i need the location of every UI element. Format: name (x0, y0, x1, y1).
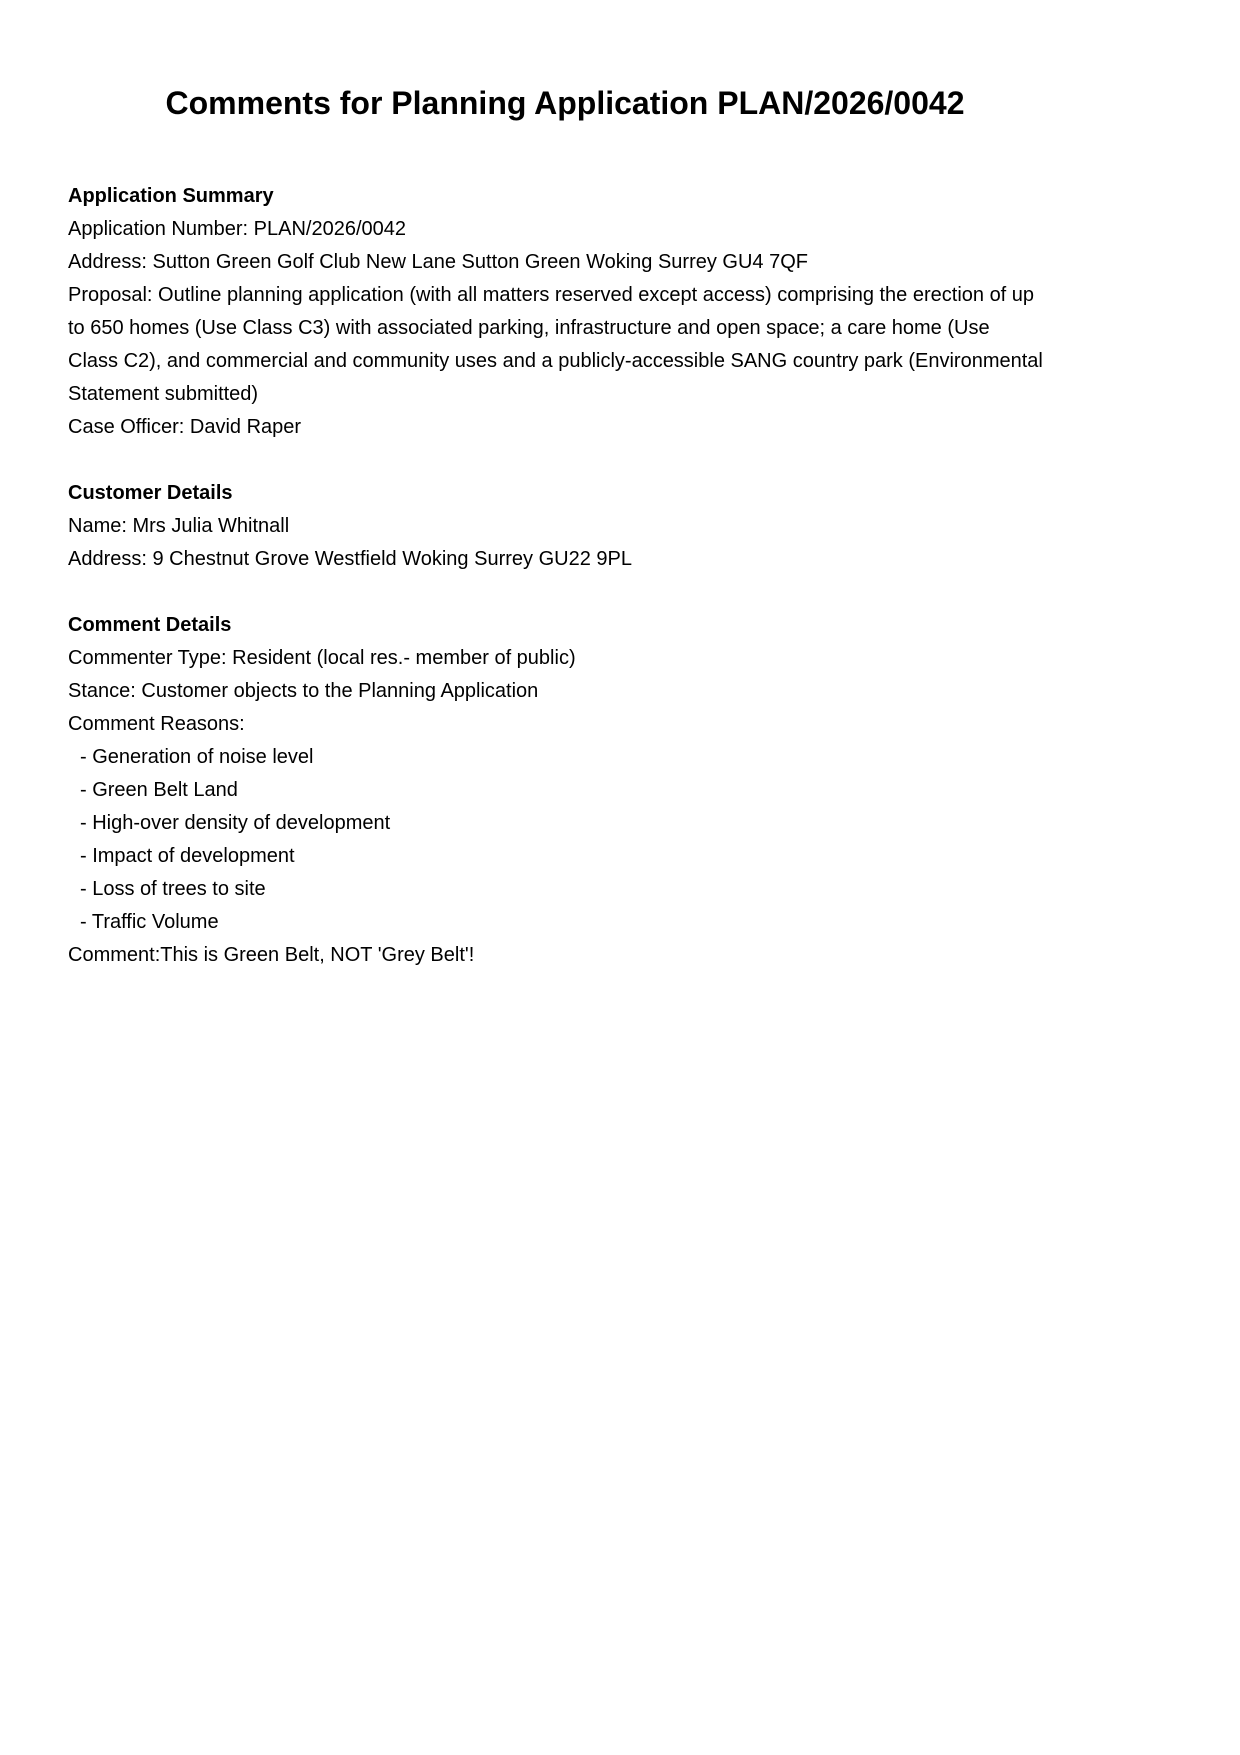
document-content (68, 180, 1043, 972)
comment-reason-item: - Loss of trees to site (80, 878, 266, 900)
stance-line: Stance: Customer objects to the Planning Application (68, 680, 539, 702)
comment-details-section (68, 609, 1043, 972)
document-title: Comments for Planning Application PLAN/2026/0042 (165, 85, 965, 121)
application-number-line: Application Number: PLAN/2026/0042 (68, 218, 406, 240)
comment-reason-item: - Impact of development (80, 845, 295, 867)
comment-text-line: Comment:This is Green Belt, NOT 'Grey Belt'! (68, 944, 475, 966)
customer-details-heading: Customer Details (68, 482, 233, 504)
comment-reason-item: - Green Belt Land (80, 779, 238, 801)
application-summary-heading: Application Summary (68, 185, 274, 207)
commenter-type-line: Commenter Type: Resident (local res.- member of public) (68, 647, 576, 669)
customer-address-line: Address: 9 Chestnut Grove Westfield Woking Surrey GU22 9PL (68, 548, 632, 570)
comment-reason-item: - High-over density of development (80, 812, 391, 834)
comment-details-heading: Comment Details (68, 614, 232, 636)
application-summary-section (68, 180, 1043, 444)
comment-reason-item: - Traffic Volume (80, 911, 219, 933)
application-address-line: Address: Sutton Green Golf Club New Lane Sutton Green Woking Surrey GU4 7QF (68, 251, 808, 273)
customer-name-line: Name: Mrs Julia Whitnall (68, 515, 290, 537)
comment-reasons-label: Comment Reasons: (68, 713, 245, 735)
proposal-line: Proposal: Outline planning application (with all matters reserved except access) comprising the erection of up to 650 homes (Use Class C3) with associated parking, infrastructure and open space; a care home (Use Class C2), and commercial and community uses and a publicly-accessible SANG country park (Environmental Statement submitted) (68, 284, 1043, 405)
customer-details-section (68, 477, 1043, 576)
case-officer-line: Case Officer: David Raper (68, 416, 302, 438)
comment-reason-item: - Generation of noise level (80, 746, 314, 768)
